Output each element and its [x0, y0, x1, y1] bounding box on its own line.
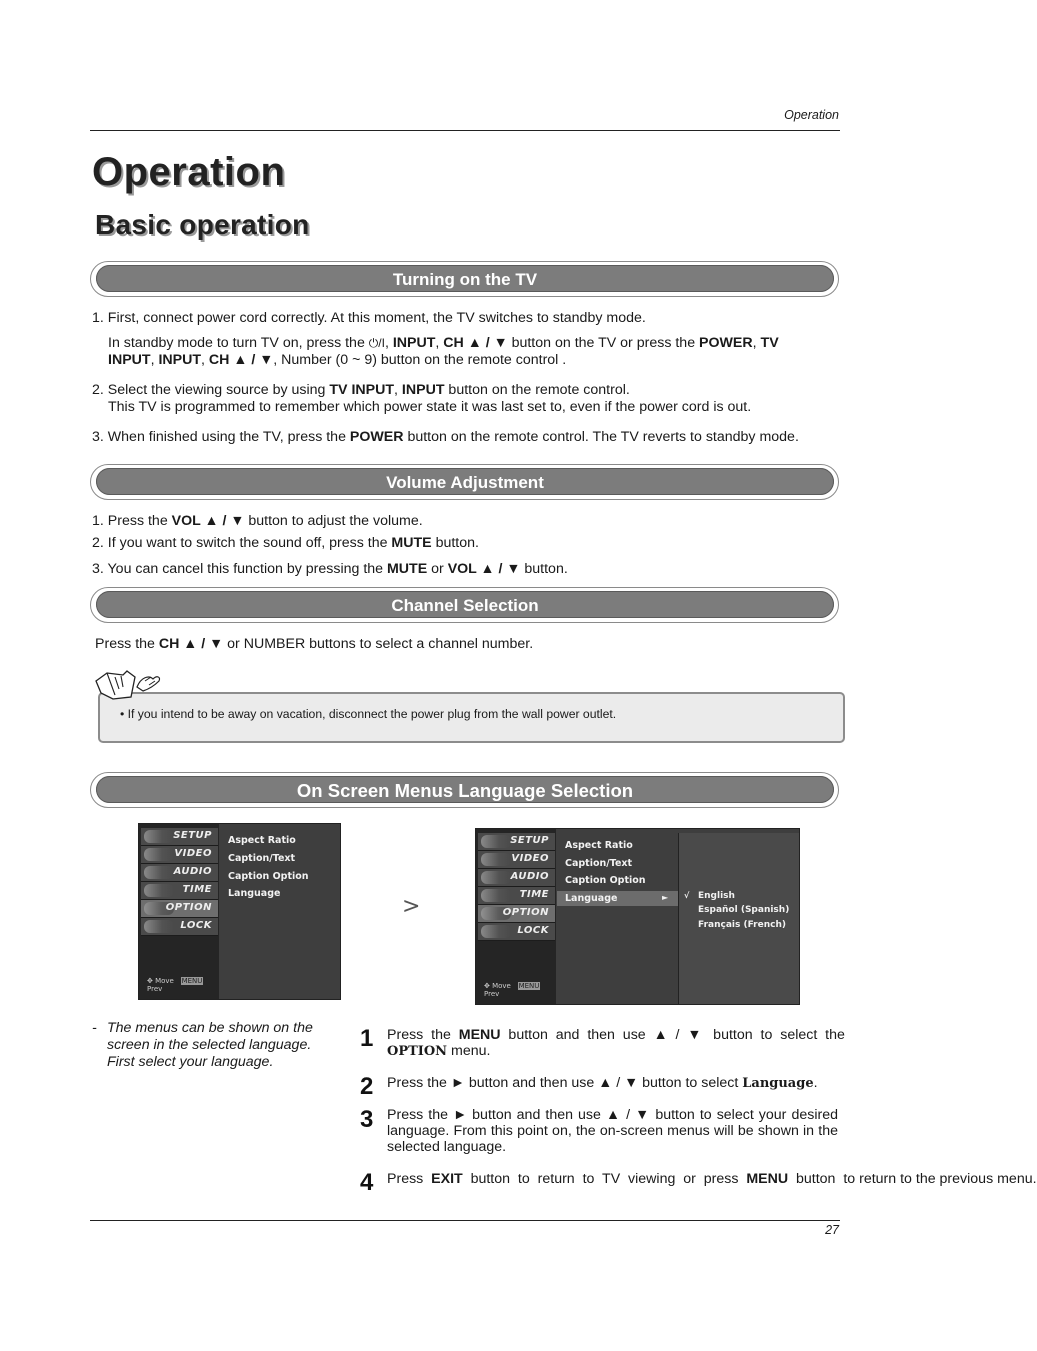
- audio-icon: [481, 871, 511, 884]
- language-step-4: Press EXIT button to return to TV viewing or press MENU button to return to the previous menu.: [387, 1171, 1037, 1187]
- page-number: 27: [825, 1223, 839, 1237]
- video-icon: [144, 848, 174, 861]
- turning-on-step-3: 3. When finished using the TV, press the POWER button on the remote control. The TV reverts to standby mode.: [92, 429, 799, 445]
- section-heading: Volume Adjustment: [386, 473, 544, 492]
- menu-item-audio: AUDIO: [478, 869, 555, 887]
- time-icon: [144, 884, 174, 897]
- menu-sidebar: [139, 824, 219, 999]
- turning-on-step-2: 2. Select the viewing source by using TV INPUT, INPUT button on the remote control.: [92, 382, 630, 398]
- page-title: Operation: [92, 150, 286, 194]
- tv-menu-screenshot-2: [475, 828, 800, 1005]
- setup-icon: [144, 830, 174, 843]
- note-text: • If you intend to be away on vacation, disconnect the power plug from the wall power outlet.: [120, 707, 617, 721]
- menu-sidebar: [476, 829, 556, 1004]
- video-icon: [481, 853, 511, 866]
- menu-item-lock: LOCK: [141, 918, 218, 936]
- menu-item-time: TIME: [141, 882, 218, 900]
- menu-footer: ✥ Move MENU Prev: [484, 982, 540, 998]
- language-english: English: [698, 891, 735, 901]
- language-french: Français (French): [698, 920, 786, 930]
- menu-item-time: TIME: [478, 887, 555, 905]
- menu-option-language: Language: [228, 888, 281, 899]
- step-number: 2: [360, 1073, 374, 1100]
- turning-on-step-1: 1. First, connect power cord correctly. At this moment, the TV switches to standby mode.: [92, 310, 646, 326]
- audio-icon: [144, 866, 174, 879]
- language-spanish: Español (Spanish): [698, 905, 790, 915]
- turning-on-step-2-detail: This TV is programmed to remember which power state it was last set to, even if the power cord is out.: [108, 399, 752, 415]
- menu-option-aspect-ratio: Aspect Ratio: [228, 835, 296, 846]
- setup-icon: [481, 835, 511, 848]
- language-caption: The menus can be shown on the screen in the selected language. First select your language.: [107, 1020, 313, 1070]
- step-number: 1: [360, 1025, 374, 1052]
- volume-step-3: 3. You can cancel this function by pressing the MUTE or VOL ▲ / ▼ button.: [92, 561, 568, 577]
- menu-option-caption-text: Caption/Text: [228, 853, 296, 864]
- section-banner-volume: [90, 464, 839, 500]
- section-banner-turning-on: [90, 261, 839, 297]
- language-step-3: Press the ► button and then use ▲ / ▼ button to select your desired language. From this point on, the on-screen menus will be shown in the selected language.: [387, 1107, 838, 1155]
- tv-menu-screenshot-1: [138, 823, 341, 1000]
- volume-step-2: 2. If you want to switch the sound off, press the MUTE button.: [92, 535, 479, 551]
- running-header: Operation: [784, 108, 839, 122]
- menu-option-caption-option: Caption Option: [228, 871, 309, 882]
- menu-item-option: OPTION: [478, 905, 555, 923]
- check-icon: √: [684, 891, 690, 900]
- menu-item-setup: SETUP: [141, 828, 218, 846]
- menu-option-caption-option: Caption Option: [565, 875, 646, 886]
- channel-instruction: Press the CH ▲ / ▼ or NUMBER buttons to select a channel number.: [95, 636, 534, 652]
- volume-step-1: 1. Press the VOL ▲ / ▼ button to adjust the volume.: [92, 513, 423, 529]
- menu-item-option: OPTION: [141, 900, 218, 918]
- step-number: 3: [360, 1106, 374, 1133]
- page-subtitle: Basic operation: [95, 209, 310, 240]
- section-heading: On Screen Menus Language Selection: [296, 780, 634, 801]
- menu-option-aspect-ratio: Aspect Ratio: [565, 840, 633, 851]
- turning-on-step-1-detail: In standby mode to turn TV on, press the ⏻/I, INPUT, CH ▲ / ▼ button on the TV or press the POWER, TV: [108, 335, 779, 351]
- menu-item-audio: AUDIO: [141, 864, 218, 882]
- menu-item-setup: SETUP: [478, 833, 555, 851]
- menu-submenu-panel: [678, 833, 799, 1004]
- language-step-1: Press the MENU button and then use ▲ / ▼ button to select the OPTION menu.: [387, 1027, 845, 1059]
- menu-option-language: Language: [565, 893, 618, 904]
- section-heading: Channel Selection: [391, 596, 539, 615]
- section-banner-language: [90, 772, 839, 808]
- bottom-rule: [90, 1220, 840, 1221]
- menu-item-lock: LOCK: [478, 923, 555, 941]
- submenu-arrow-icon: ►: [662, 893, 669, 902]
- turning-on-step-1-detail-2: INPUT, INPUT, CH ▲ / ▼, Number (0 ~ 9) button on the remote control .: [108, 352, 567, 368]
- language-step-2: Press the ► button and then use ▲ / ▼ button to select Language.: [387, 1075, 818, 1091]
- note-hand-icon: [93, 667, 165, 703]
- step-number: 4: [360, 1169, 374, 1196]
- top-rule: [90, 130, 840, 131]
- menu-item-video: VIDEO: [478, 851, 555, 869]
- menu-item-video: VIDEO: [141, 846, 218, 864]
- section-banner-channel: [90, 587, 839, 623]
- menu-footer: ✥ Move MENU Prev: [147, 977, 203, 993]
- caption-dash: -: [92, 1020, 97, 1036]
- section-heading: Turning on the TV: [392, 270, 538, 289]
- power-icon: ⏻/I: [368, 336, 385, 350]
- lock-icon: [481, 925, 511, 938]
- time-icon: [481, 889, 511, 902]
- next-arrow-icon: >: [402, 894, 421, 919]
- menu-option-caption-text: Caption/Text: [565, 858, 633, 869]
- lock-icon: [144, 920, 174, 933]
